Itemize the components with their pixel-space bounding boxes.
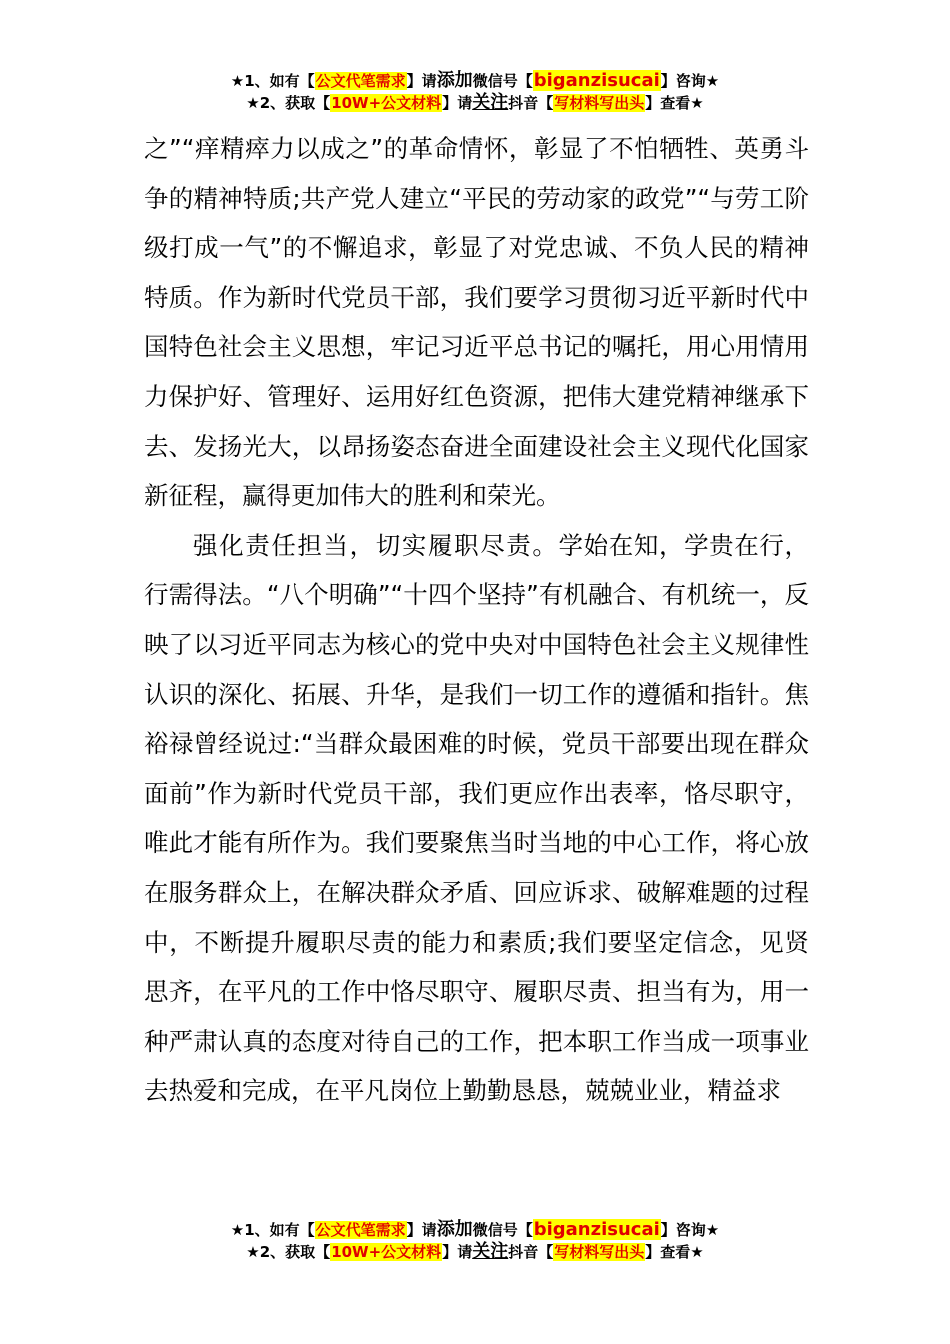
highlight-wechat-id: biganzisucai — [533, 1219, 660, 1240]
highlight-materials: 10W+公文材料 — [331, 1243, 442, 1261]
paragraph-2 — [144, 521, 809, 1116]
highlight-douyin: 写材料写出头 — [554, 94, 645, 112]
banner-line-1: ★1、如有【公文代笔需求】请添加微信号【biganzisucai】咨询★ — [230, 1219, 720, 1240]
banner-line-2: ★2、获取【10W+公文材料】请关注抖音【写材料写出头】查看★ — [246, 1241, 704, 1262]
paragraph-2-lead: 强化责任担当，切实履职尽责。 — [193, 530, 559, 560]
header-banner — [0, 70, 950, 114]
highlight-douyin: 写材料写出头 — [554, 1243, 645, 1261]
banner-line-1: ★1、如有【公文代笔需求】请添加微信号【biganzisucai】咨询★ — [230, 70, 720, 91]
banner-line-2: ★2、获取【10W+公文材料】请关注抖音【写材料写出头】查看★ — [246, 92, 704, 113]
highlight-materials: 10W+公文材料 — [331, 94, 442, 112]
paragraph-1: 之”“痒精瘁力以成之”的革命情怀，彰显了不怕牺牲、英勇斗争的精神特质;共产党人建立“平民的劳动家的政党”“与劳工阶级打成一气”的不懈追求，彰显了对党忠诚、不负人民的精神特质。作为新时代党员干部，我们要学习贯彻习近平新时代中国特色社会主义思想，牢记习近平总书记的嘱托，用心用情用力保护好、管理好、运用好红色资源，把伟大建党精神继承下去、发扬光大，以昂扬姿态奋进全面建设社会主义现代化国家新征程，赢得更加伟大的胜利和荣光。 — [144, 134, 809, 511]
document-body — [144, 124, 809, 1116]
highlight-wechat-id: biganzisucai — [533, 70, 660, 91]
paragraph-2-text: 学始在知，学贵在行，行需得法。“八个明确”“十四个坚持”有机融合、有机统一，反映了以习近平同志为核心的党中央对中国特色社会主义规律性认识的深化、拓展、升华，是我们一切工作的遵循和指针。焦裕禄曾经说过:“当群众最困难的时候，党员干部要出现在群众面前”作为新时代党员干部，我们更应作出表率，恪尽职守，唯此才能有所作为。我们要聚焦当时当地的中心工作，将心放在服务群众上，在解决群众矛盾、回应诉求、破解难题的过程中，不断提升履职尽责的能力和素质;我们要坚定信念，见贤思齐，在平凡的工作中恪尽职守、履职尽责、担当有为，用一种严肃认真的态度对待自己的工作，把本职工作当成一项事业去热爱和完成，在平凡岗位上勤勤恳恳，兢兢业业，精益求 — [144, 530, 810, 1106]
footer-banner — [0, 1219, 950, 1263]
highlight-service: 公文代笔需求 — [315, 1221, 406, 1239]
highlight-service: 公文代笔需求 — [315, 72, 406, 90]
